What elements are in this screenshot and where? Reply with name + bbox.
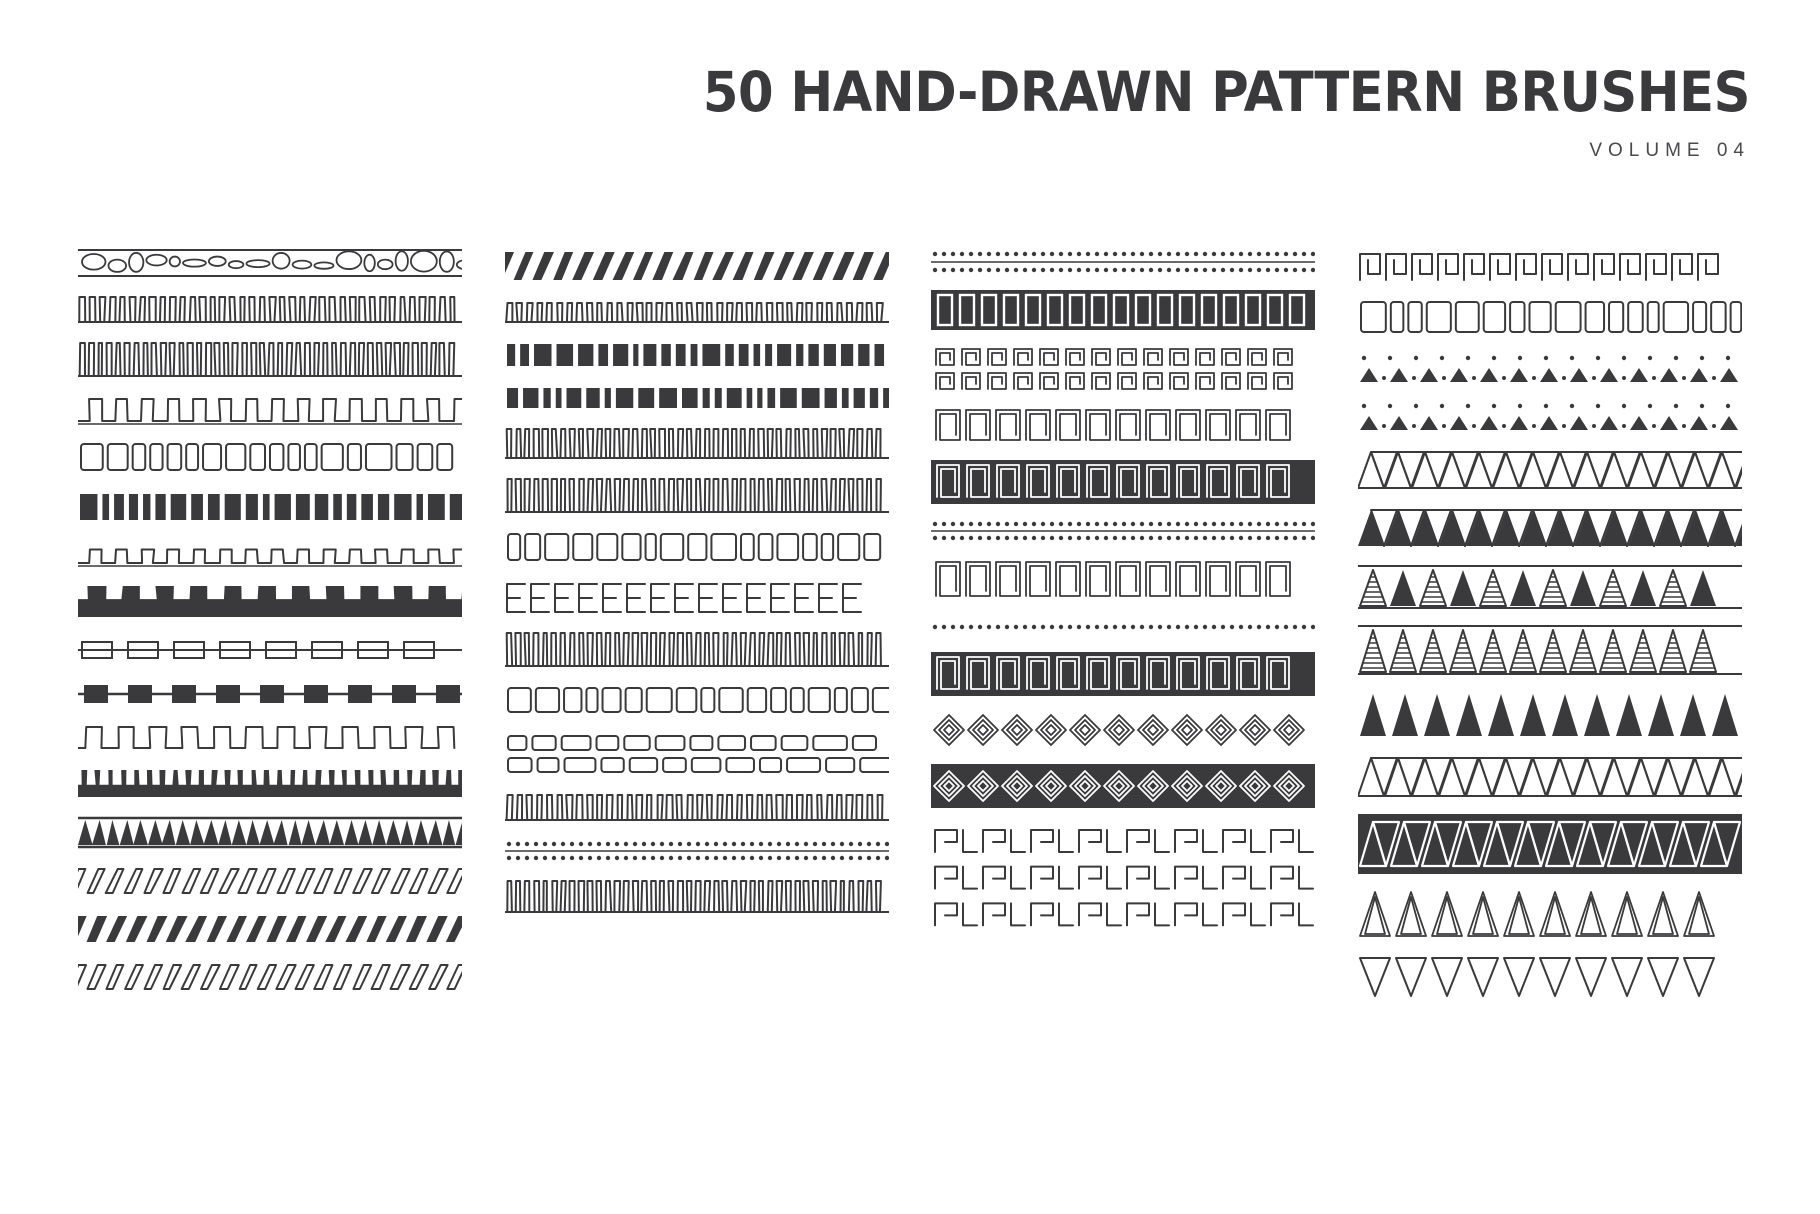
diamond-spirals-solid [931, 764, 1315, 808]
rounded-key-blocks-band [1358, 298, 1742, 338]
solid-ticks-band [505, 340, 889, 370]
dense-loops-band [505, 476, 889, 516]
solid-comb-band [78, 766, 462, 800]
pattern-columns [0, 248, 1820, 1014]
page-subtitle: VOLUME 04 [1589, 139, 1750, 161]
slanted-bars-band [505, 248, 889, 284]
solid-key-blocks-band [931, 290, 1315, 330]
diamond-spirals-outline [931, 710, 1315, 750]
poster-header [624, 60, 1750, 162]
dot-row-band [931, 616, 1315, 638]
nested-triangles-outline-band [1358, 888, 1742, 940]
chain-rectangles-border [78, 634, 462, 666]
dots-triangles-band-2 [1358, 400, 1742, 434]
spiral-row-outline [931, 406, 1315, 446]
pattern-column-1 [78, 248, 462, 1014]
rounded-blocks-outline-border [78, 440, 462, 476]
striped-triangles-band [1358, 564, 1742, 610]
dot-grid-band [931, 248, 1315, 276]
rounded-keys-band [505, 684, 889, 718]
tall-loop-comb-border [505, 878, 889, 916]
bracket-rows-border [505, 530, 889, 566]
zigzag-teeth-band [78, 814, 462, 850]
pebble-cells-border [78, 248, 462, 278]
solid-triangles-band [1358, 690, 1742, 740]
solid-spiral-band [931, 652, 1315, 696]
spiral-row-solid [931, 460, 1315, 504]
spiral-squares-band [931, 344, 1315, 392]
chain-solid-squares-border [78, 680, 462, 708]
low-square-wave-border [78, 538, 462, 568]
pattern-column-4 [1358, 248, 1742, 1014]
fine-comb-border [505, 298, 889, 326]
pattern-column-3 [931, 248, 1315, 1014]
square-wave-border [78, 394, 462, 426]
tiny-dots-band [505, 838, 889, 864]
alternating-triangles-solid [1358, 506, 1742, 550]
inverted-triangles-solid-band [1358, 814, 1742, 874]
thick-ticks-band [505, 384, 889, 412]
page-title: 50 HAND-DRAWN PATTERN BRUSHES [702, 60, 1750, 124]
striped-cones-band [1358, 624, 1742, 676]
greek-key-outline-band [1358, 248, 1742, 284]
maze-glyphs-band [931, 822, 1315, 932]
meander-e-border [505, 580, 889, 616]
arch-comb-border [505, 790, 889, 824]
filled-dashes-border [78, 490, 462, 524]
double-bracket-rows [505, 732, 889, 776]
tall-comb-border [78, 340, 462, 380]
diagonal-thin-dashes [78, 960, 462, 994]
dotted-double-line [931, 518, 1315, 544]
solid-castellated-band [78, 582, 462, 620]
pattern-column-2 [505, 248, 889, 1014]
narrow-comb-border [505, 426, 889, 462]
diagonal-solid-dashes [78, 912, 462, 946]
comb-teeth-border [78, 292, 462, 326]
spiral-squares-outline [931, 558, 1315, 602]
vertical-loops-border [505, 630, 889, 670]
alternating-triangles-outline [1358, 448, 1742, 492]
dots-triangles-band [1358, 352, 1742, 386]
down-triangles-outline-band [1358, 954, 1742, 1000]
nested-triangles-band [1358, 754, 1742, 800]
stepped-wave-border [78, 722, 462, 752]
diagonal-outline-dashes [78, 864, 462, 898]
